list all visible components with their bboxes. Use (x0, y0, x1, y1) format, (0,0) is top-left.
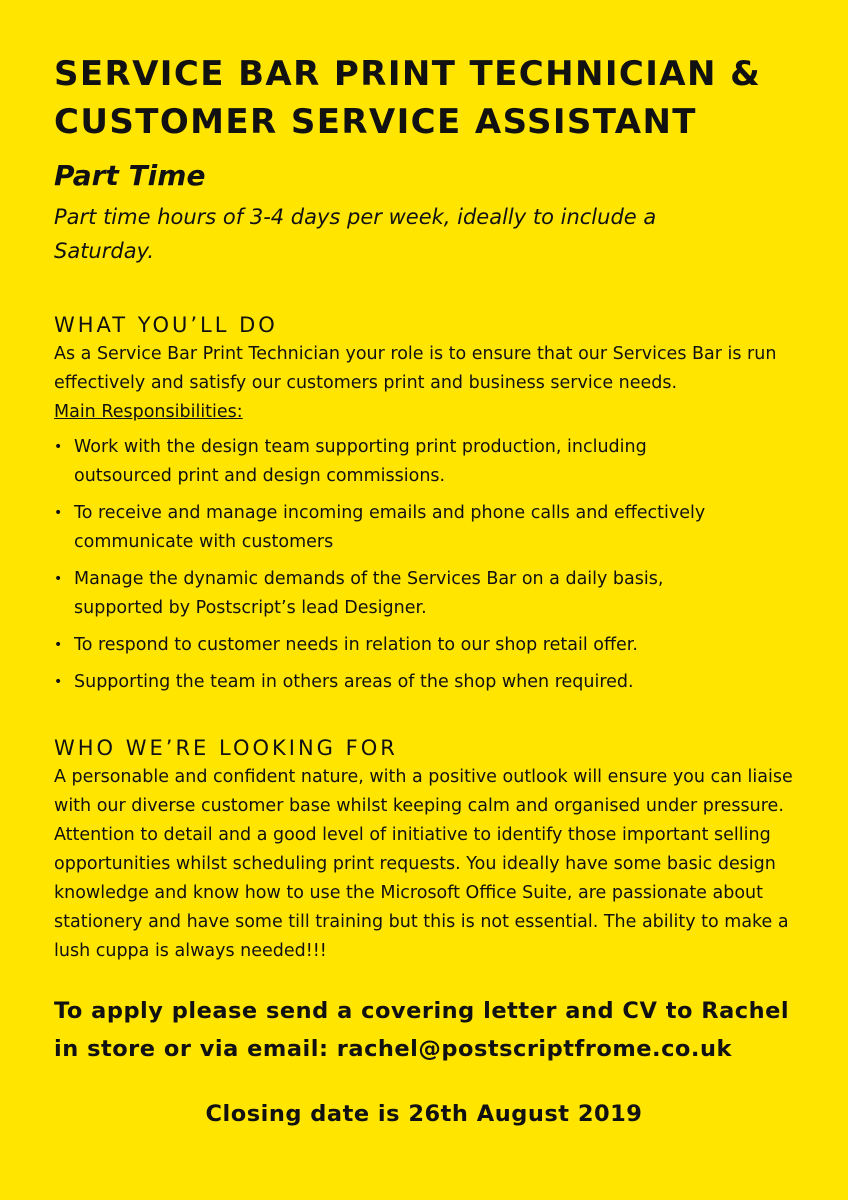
bullet-icon: • (54, 439, 63, 455)
responsibility-text: Work with the design team supporting print production, including outsourced print and design commissions. (74, 437, 647, 486)
job-title-line-2: CUSTOMER SERVICE ASSISTANT (54, 102, 697, 142)
job-type: Part Time (54, 159, 206, 192)
job-title (54, 50, 798, 146)
closing-date: Closing date is 26th August 2019 (205, 1101, 643, 1127)
bullet-icon: • (54, 674, 63, 690)
list-item (54, 499, 714, 557)
job-title-line-1: SERVICE BAR PRINT TECHNICIAN & (54, 54, 762, 94)
candidate-description: A personable and confident nature, with a positive outlook will ensure you can liaise with our diverse customer base whilst keeping calm and organised under pressure. Attention to detail and a good level of initiative to identify those important selling opportunities whilst scheduling print requests. You ideally have some basic design knowledge and know how to use the Microsoft Office Suite, are passionate about stationery and have some till training but this is not essential. The ability to make a lush cuppa is always needed!!! (54, 767, 793, 961)
bullet-icon: • (54, 637, 63, 653)
bullet-icon: • (54, 505, 63, 521)
apply-instructions: To apply please send a covering letter and CV to Rachel in store or via email: rachel@postscriptfrome.co.uk (54, 998, 790, 1062)
list-item (54, 433, 714, 491)
bullet-icon: • (54, 571, 63, 587)
hours-description: Part time hours of 3-4 days per week, ideally to include a Saturday. (54, 205, 657, 263)
role-intro: As a Service Bar Print Technician your role is to ensure that our Services Bar is run effectively and satisfy our customers print and business service needs. (54, 344, 777, 393)
list-item (54, 668, 714, 697)
responsibility-text: Manage the dynamic demands of the Services Bar on a daily basis, supported by Postscript’s lead Designer. (74, 569, 664, 618)
section-heading-looking-for: WHO WE’RE LOOKING FOR (54, 736, 398, 760)
responsibilities-heading: Main Responsibilities: (54, 402, 243, 422)
list-item (54, 565, 714, 623)
list-item (54, 631, 714, 660)
responsibility-text: To receive and manage incoming emails and phone calls and effectively communicate with customers (74, 503, 706, 552)
responsibility-text: Supporting the team in others areas of the shop when required. (74, 672, 634, 692)
section-heading-what-you-do: WHAT YOU’LL DO (54, 313, 278, 337)
responsibilities-list (54, 433, 798, 697)
responsibility-text: To respond to customer needs in relation to our shop retail offer. (74, 635, 638, 655)
